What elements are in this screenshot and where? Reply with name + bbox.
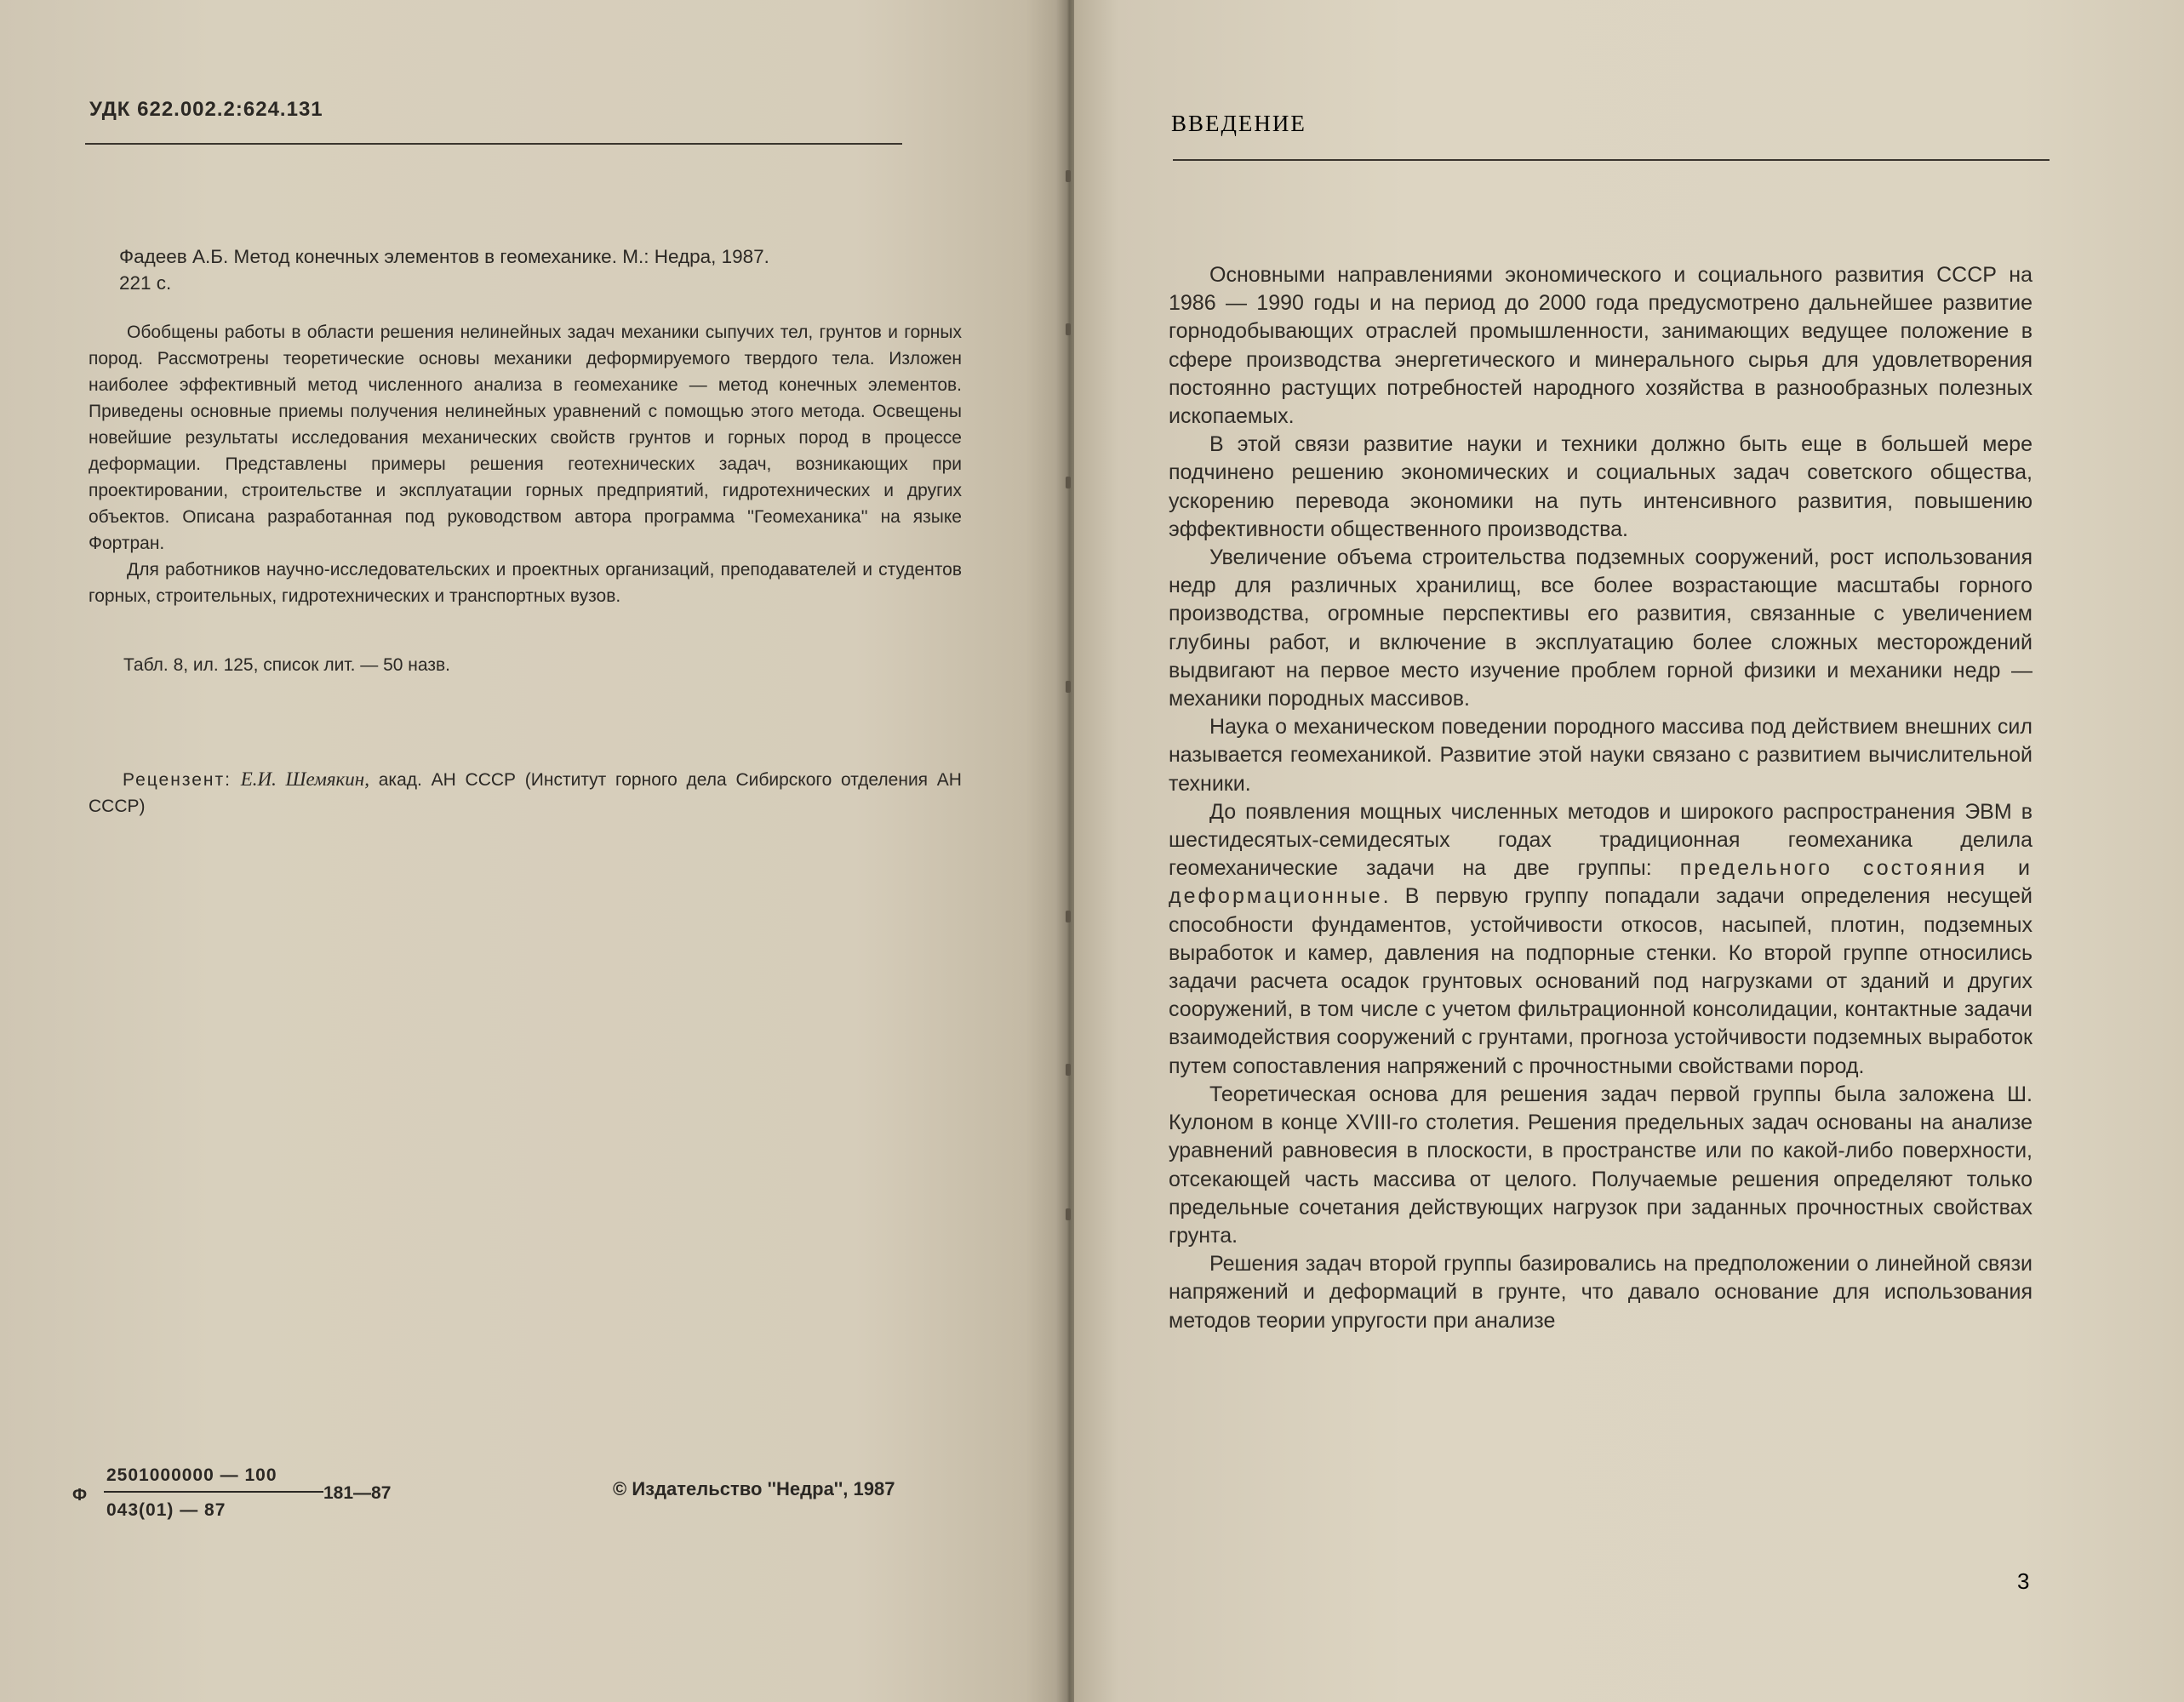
index-denominator: 043(01) — 87 xyxy=(106,1500,226,1520)
table-figure-count: Табл. 8, ил. 125, список лит. — 50 назв. xyxy=(123,655,450,675)
body-paragraph xyxy=(1169,798,2032,1081)
index-fraction-bar xyxy=(104,1491,323,1493)
reviewer-name: Е.И. Шемякин, xyxy=(240,768,369,790)
udk-divider xyxy=(85,143,902,145)
reviewer-label: Рецензент: xyxy=(123,770,232,790)
body-paragraph: Решения задач второй группы базировались на предположении о линейной связи напряжений и деформаций в грунте, что давало основание для использования методов теории упругости при анализе xyxy=(1169,1252,2032,1333)
heading-divider xyxy=(1173,159,2050,161)
annotation-paragraph: Обобщены работы в области решения нелинейных задач механики сыпучих тел, грунтов и горных пород. Рассмотрены теоретические основы механики деформируемого твердого тела. Изложен наиболее эффективный метод численного анализа в геомеханике — метод конечных элементов. Приведены основные приемы получения нелинейных уравнений с помощью этого метода. Освещены новейшие результаты исследования механических свойств грунтов и горных пород в процессе деформации. Представлены примеры решения геотехнических задач, возникающих при проектировании, строительстве и эксплуатации горных предприятий, гидротехнических и других объектов. Описана разработанная под руководством автора программа ''Геомеханика'' на языке Фортран. xyxy=(89,323,962,553)
paragraph-text: До появления мощных численных методов и широкого распространения ЭВМ в шестидесятых-семидесятых годах традиционная геомеханика делила геомеханические задачи на две группы: xyxy=(1169,799,2032,881)
body-paragraph: Основными направлениями экономического и социального развития СССР на 1986 — 1990 годы и на период до 2000 года предусмотрено дальнейшее развитие горнодобывающих отраслей промышленности, занимающих ведущее положение в сфере производства энергетического и минерального сырья для удовлетворения постоянно растущих потребностей народного хозяйства в разнообразных полезных ископаемых. xyxy=(1169,263,2032,429)
udk-code: УДК 622.002.2:624.131 xyxy=(89,98,323,121)
body-paragraph: Наука о механическом поведении породного массива под действием внешних сил называется геомеханикой. Развитие этой науки связано с развитием вычислительной техники. xyxy=(1169,715,2032,796)
introduction-text xyxy=(1169,261,2032,1335)
body-paragraph: В этой связи развитие науки и техники должно быть еще в большей мере подчинено решению экономических и социальных задач советского общества, ускорению перевода экономики на путь интенсивного развития, повышению эффективности общественного производства. xyxy=(1169,432,2032,541)
page-number: 3 xyxy=(2017,1568,2030,1594)
bibliographic-citation xyxy=(119,243,962,296)
binding-stitch xyxy=(1066,911,1071,922)
binding-stitch xyxy=(1066,323,1071,335)
left-page xyxy=(0,0,1068,1702)
body-paragraph: Теоретическая основа для решения задач первой группы была заложена Ш. Кулоном в конце XVIII-го столетия. Решения предельных задач основаны на анализе уравнений равновесия в плоскости, в пространстве или по какой-либо поверхности, отсекающей часть массива от целого. Получаемые решения определяют только предельные сочетания действующих нагрузок при заданных прочностных свойствах грунта. xyxy=(1169,1082,2032,1248)
binding-stitch xyxy=(1066,1208,1071,1220)
index-numerator: 2501000000 — 100 xyxy=(106,1465,277,1485)
index-suffix: 181—87 xyxy=(323,1483,392,1503)
annotation xyxy=(89,319,962,609)
binding-stitch xyxy=(1066,1064,1071,1076)
index-prefix: Ф xyxy=(72,1486,88,1505)
reviewer-note xyxy=(89,766,962,820)
reviewer-details: акад. АН СССР (Институт горного дела Сибирского отделения АН СССР) xyxy=(89,770,962,816)
annotation-audience: Для работников научно-исследовательских и проектных организаций, преподавателей и студентов горных, строительных, гидротехнических и транспортных вузов. xyxy=(89,560,962,606)
copyright-notice: © Издательство ''Недра'', 1987 xyxy=(613,1478,895,1499)
paragraph-text: . В первую группу попадали задачи определения несущей способности фундаментов, устойчивости откосов, насыпей, плотин, подземных выработок и камер, давления на подпорные стенки. Ко второй группе относились задачи расчета осадок грунтовых оснований под нагрузками от зданий и других сооружений, в том числе с учетом фильтрационной консолидации, контактные задачи взаимодействия сооружений с грунтами, прогноза устойчивости подземных выработок путем сопоставления напряжений с прочностными свойствами пород. xyxy=(1169,884,2032,1078)
binding-stitch xyxy=(1066,477,1071,488)
binding-stitch xyxy=(1066,681,1071,693)
spaced-emphasis: предельного состояния и деформационные xyxy=(1169,856,2032,909)
chapter-heading: ВВЕДЕНИЕ xyxy=(1171,111,1306,136)
citation-line-1: Фадеев А.Б. Метод конечных элементов в геомеханике. М.: Недра, 1987. xyxy=(119,246,769,267)
body-paragraph: Увеличение объема строительства подземных сооружений, рост использования недр для различных хранилищ, все более возрастающие масштабы горного производства, огромные перспективы его развития, связанные с увеличением глубины работ, и включение в эксплуатацию более сложных месторождений выдвигают на первое место изучение проблем горной физики и механики недр — механики породных массивов. xyxy=(1169,545,2032,711)
citation-line-2: 221 с. xyxy=(119,272,172,294)
binding-stitch xyxy=(1066,170,1071,182)
